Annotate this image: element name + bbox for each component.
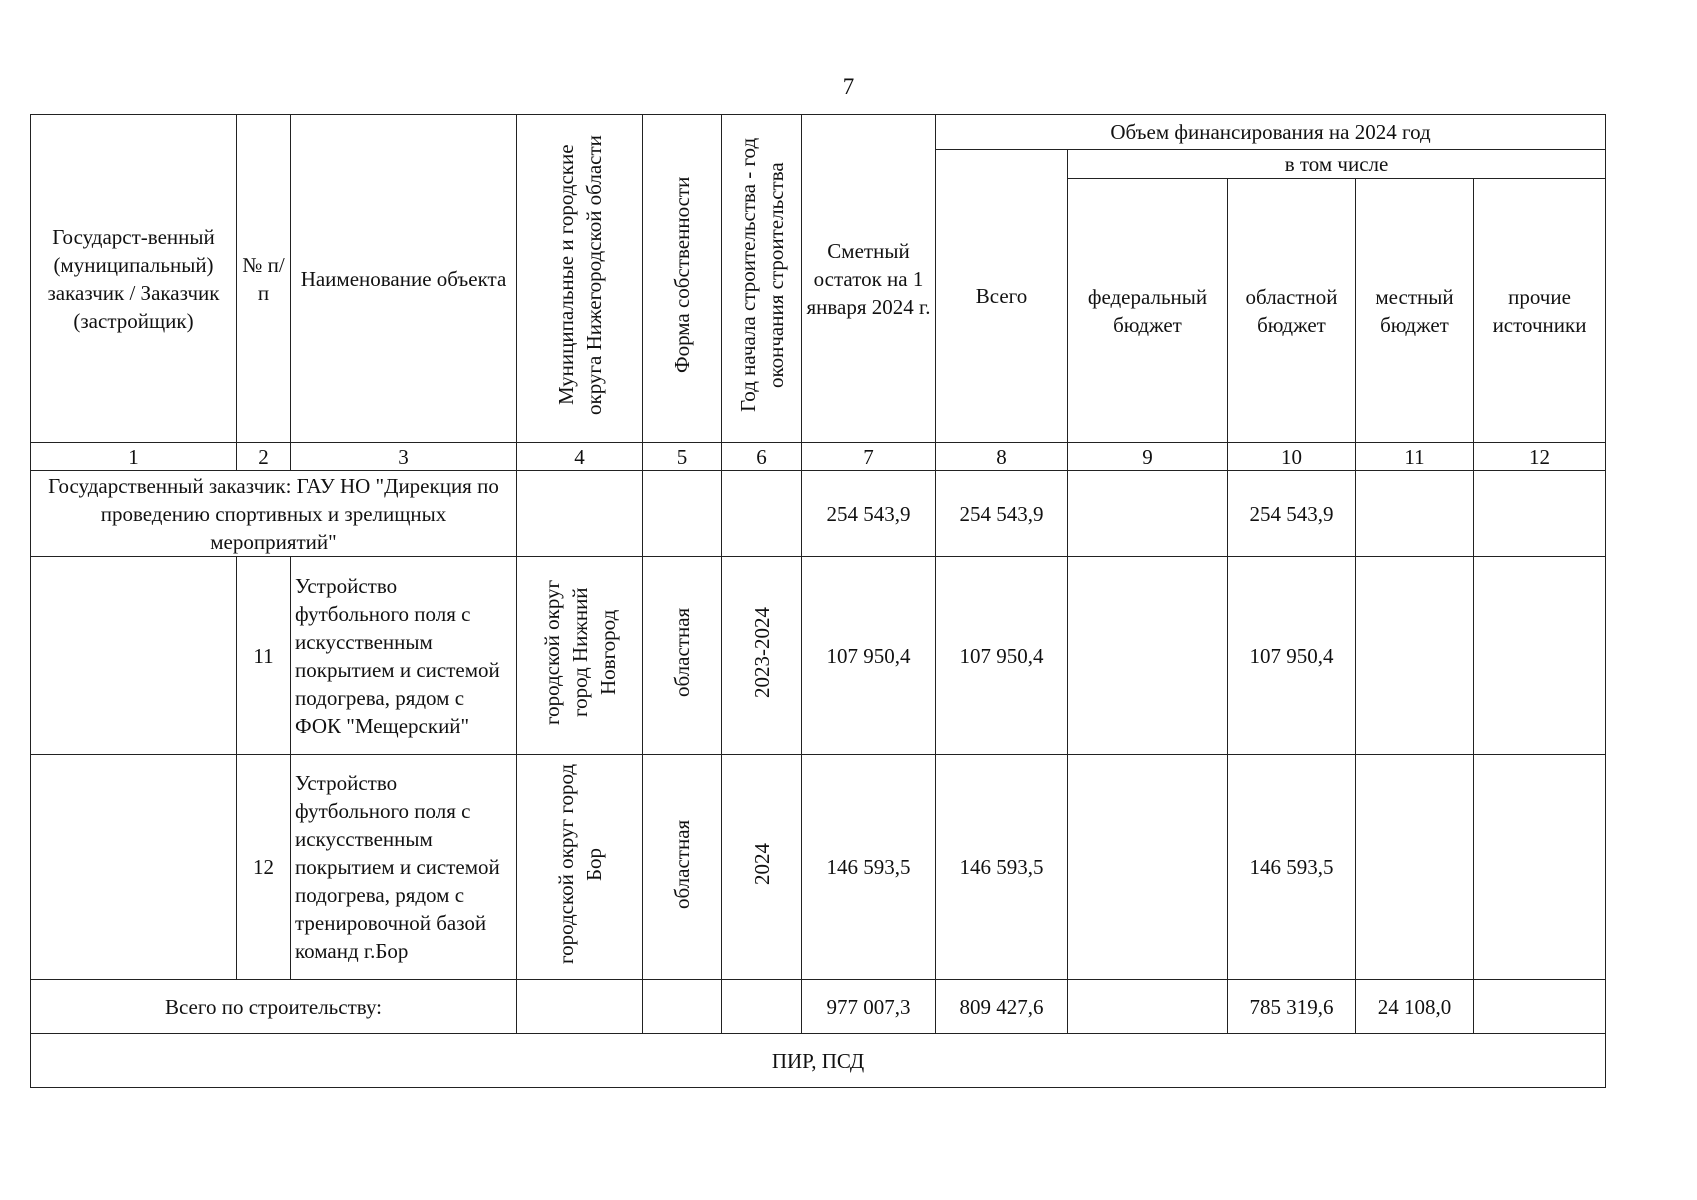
column-number: 12	[1474, 443, 1606, 471]
row-estimate: 107 950,4	[802, 557, 936, 755]
header-federal: федеральный бюджет	[1068, 179, 1228, 443]
page-number: 7	[842, 74, 855, 99]
table-row	[31, 755, 1606, 980]
total-total: 809 427,6	[936, 980, 1068, 1034]
empty-cell	[517, 471, 643, 557]
row-municipality-cell	[517, 557, 643, 755]
row-ownership: областная	[670, 607, 694, 697]
header-ownership-cell	[643, 115, 722, 443]
column-number: 3	[291, 443, 517, 471]
financing-table	[30, 114, 1606, 1088]
customer-total: 254 543,9	[936, 471, 1068, 557]
header-total: Всего	[936, 150, 1068, 443]
row-other	[1474, 557, 1606, 755]
empty-cell	[722, 980, 802, 1034]
empty-cell	[643, 980, 722, 1034]
row-federal	[1068, 557, 1228, 755]
section-row	[31, 1034, 1606, 1088]
header-customer: Государст-венный (муниципальный) заказчик / Заказчик (застройщик)	[31, 115, 237, 443]
empty-cell	[517, 980, 643, 1034]
empty-cell	[643, 471, 722, 557]
row-other	[1474, 755, 1606, 980]
header-object-name: Наименование объекта	[291, 115, 517, 443]
empty-cell	[31, 557, 237, 755]
row-ownership-cell	[643, 755, 722, 980]
row-local	[1356, 755, 1474, 980]
row-num: 12	[237, 755, 291, 980]
row-ownership-cell	[643, 557, 722, 755]
column-number: 10	[1228, 443, 1356, 471]
total-local: 24 108,0	[1356, 980, 1474, 1034]
total-row	[31, 980, 1606, 1034]
customer-regional: 254 543,9	[1228, 471, 1356, 557]
row-total: 146 593,5	[936, 755, 1068, 980]
empty-cell	[1356, 471, 1474, 557]
row-years: 2024	[749, 842, 774, 885]
customer-row	[31, 471, 1606, 557]
row-municipality: городской округ город Бор	[553, 763, 606, 964]
row-municipality-cell	[517, 755, 643, 980]
column-number: 2	[237, 443, 291, 471]
row-local	[1356, 557, 1474, 755]
header-municipality: Муниципальные и городские округа Нижегородской области	[553, 135, 606, 415]
total-label: Всего по строительству:	[31, 980, 517, 1034]
row-years-cell	[722, 755, 802, 980]
header-estimate: Сметный остаток на 1 января 2024 г.	[802, 115, 936, 443]
row-total: 107 950,4	[936, 557, 1068, 755]
header-ownership: Форма собственности	[670, 176, 694, 374]
total-regional: 785 319,6	[1228, 980, 1356, 1034]
row-municipality: городской округ город Нижний Новгород	[539, 579, 620, 725]
table-row	[31, 557, 1606, 755]
column-number: 1	[31, 443, 237, 471]
row-object-name: Устройство футбольного поля с искусственным покрытием и системой подогрева, рядом с тренировочной базой команд г.Бор	[291, 755, 517, 980]
customer-label: Государственный заказчик: ГАУ НО "Дирекция по проведению спортивных и зрелищных мероприятий"	[31, 471, 517, 557]
empty-cell	[1068, 471, 1228, 557]
row-federal	[1068, 755, 1228, 980]
header-years: Год начала строительства - год окончания строительства	[735, 137, 788, 413]
column-number: 8	[936, 443, 1068, 471]
header-funding-group: Объем финансирования на 2024 год	[936, 115, 1606, 150]
header-municipality-cell	[517, 115, 643, 443]
header-including: в том числе	[1068, 150, 1606, 179]
row-regional: 146 593,5	[1228, 755, 1356, 980]
empty-cell	[722, 471, 802, 557]
row-num: 11	[237, 557, 291, 755]
row-estimate: 146 593,5	[802, 755, 936, 980]
row-regional: 107 950,4	[1228, 557, 1356, 755]
column-number: 6	[722, 443, 802, 471]
column-number: 7	[802, 443, 936, 471]
total-estimate: 977 007,3	[802, 980, 936, 1034]
header-local: местный бюджет	[1356, 179, 1474, 443]
header-years-cell	[722, 115, 802, 443]
column-number: 11	[1356, 443, 1474, 471]
header-other: прочие источники	[1474, 179, 1606, 443]
row-ownership: областная	[670, 818, 694, 909]
row-object-name: Устройство футбольного поля с искусственным покрытием и системой подогрева, рядом с ФОК "Мещерский"	[291, 557, 517, 755]
section-label: ПИР, ПСД	[31, 1034, 1606, 1088]
column-number: 5	[643, 443, 722, 471]
empty-cell	[1068, 980, 1228, 1034]
column-number: 4	[517, 443, 643, 471]
header-regional: областной бюджет	[1228, 179, 1356, 443]
row-years-cell	[722, 557, 802, 755]
customer-estimate: 254 543,9	[802, 471, 936, 557]
column-number: 9	[1068, 443, 1228, 471]
empty-cell	[1474, 471, 1606, 557]
row-years: 2023-2024	[749, 606, 774, 698]
header-num: № п/п	[237, 115, 291, 443]
empty-cell	[1474, 980, 1606, 1034]
empty-cell	[31, 755, 237, 980]
